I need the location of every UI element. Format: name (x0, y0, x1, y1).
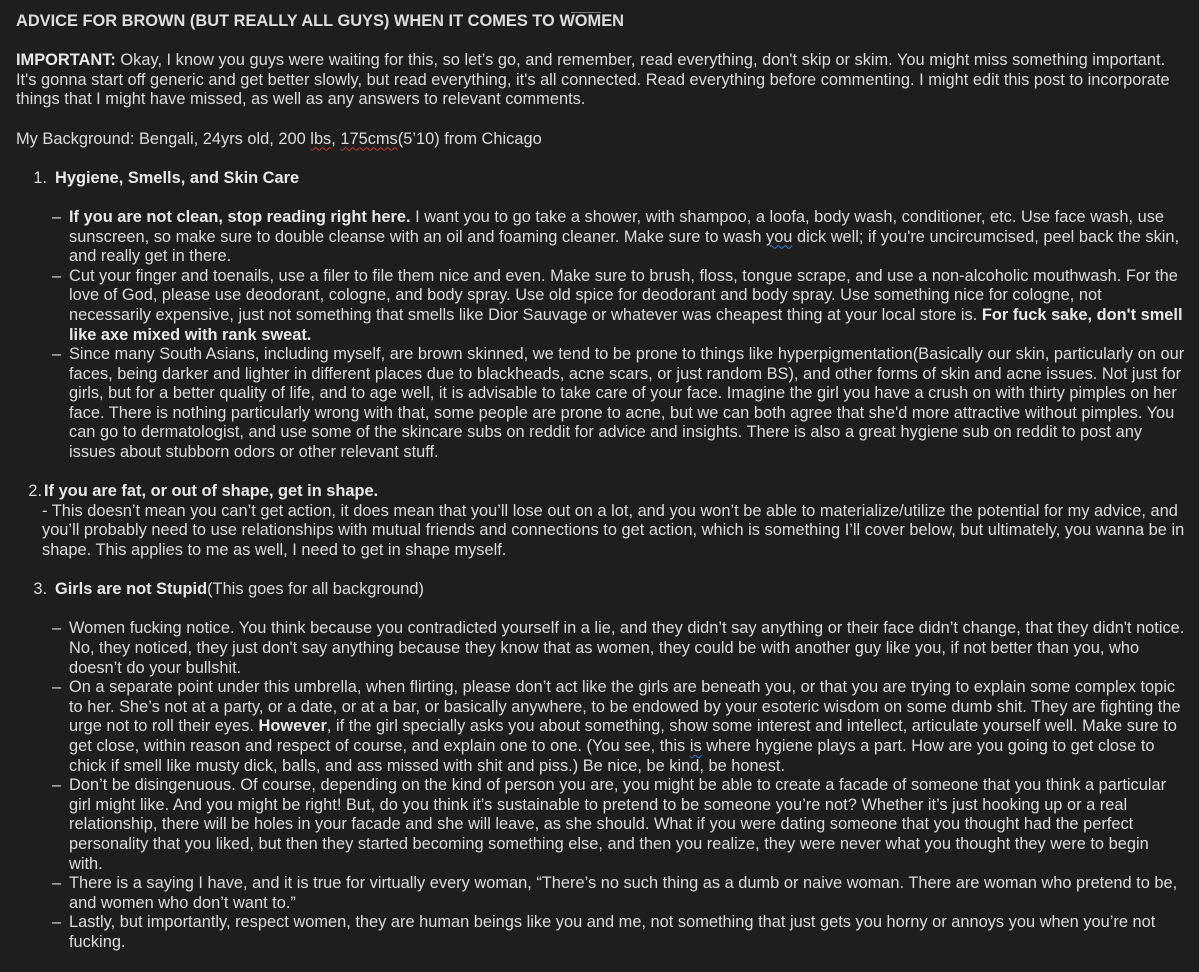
bullet-dash: – (52, 913, 62, 932)
section-number: 1. (33, 168, 47, 187)
grammar-flag-you[interactable]: you (766, 227, 793, 246)
bullet-dash: – (52, 678, 62, 697)
background-mid: , (331, 129, 341, 148)
bullet-text: dick well; if you're uncircumcised, peel back the skin, and really get in there. (69, 227, 1180, 266)
bullet-bold-text: However (258, 717, 327, 736)
bullet-dash: – (52, 207, 62, 226)
important-text: Okay, I know you guys were waiting for this, so let’s go, and remember, read everything, don't skip or skim. You might miss something important. It's gonna start off generic and get better slowly, but read everything, it's all connected. Read everything before commenting. I might edit this post to incorporate things that I might have missed, as well as any answers to relevant comments. (16, 51, 1170, 109)
list-item (16, 208, 1186, 267)
bullet-text: On a separate point under this umbrella, when flirting, please don’t act like the girls are beneath you, or that you are trying to explain some complex topic to her. She’s not at a party, or a date, or at a bar, or basically anywhere, to be endowed by your esoteric wisdom on some dumb shit. They are fighting the urge not to roll their eyes. (69, 678, 1181, 736)
bullet-text: Since many South Asians, including myself, are brown skinned, we tend to be prone to things like hyperpigmentation(Basically our skin, particularly on our faces, being darker and lighter in different places due to blackheads, acne scars, or just random BS), and other forms of skin and acne issues. Not just for girls, but for a better quality of life, and to age well, it is advisable to take care of your face. Imagine the girl you have a crush on with thirty pimples on her face. There is nothing particularly wrong with that, some people are prone to acne, but we can both agree that she'd more attractive without pimples. You can go to dermatologist, and use some of the skincare subs on reddit for advice and insights. There is also a great hygiene sub on reddit to post any issues about stubborn odors or other relevant stuff. (69, 345, 1185, 462)
section-2-heading (16, 482, 1186, 502)
section-1-bullets (16, 208, 1186, 463)
list-item (16, 913, 1186, 952)
bullet-bold-text: For fuck sake, don't smell like axe mixed with rank sweat. (69, 305, 1183, 344)
bullet-dash: – (52, 619, 62, 638)
background-prefix: My Background: Bengali, 24yrs old, 200 (16, 129, 311, 148)
section-2 (16, 482, 1186, 560)
background-suffix: (5’10) from Chicago (397, 129, 542, 148)
list-item (16, 345, 1186, 463)
section-1-heading (16, 169, 1186, 189)
list-item (16, 874, 1186, 913)
section-title-suffix: (This goes for all background) (207, 580, 424, 599)
bullet-dash: – (52, 266, 62, 285)
section-number: 3. (33, 580, 47, 599)
list-item (16, 267, 1186, 345)
bullet-text: Don’t be disingenuous. Of course, depending on the kind of person you are, you might be able to create a facade of someone that you think a particular girl might like. And you might be right! But, do you think it’s sustainable to pretend to be someone you’re not? Whether it’s just hooking up or a real relationship, there will be holes in your facade and she will leave, as she should. What if you were dating someone that you thought had the perfect personality that you liked, but then they started becoming something else, and then you realize, they were never what you thought they were to begin with. (69, 776, 1167, 873)
list-item (16, 678, 1186, 776)
background-line (16, 130, 1186, 150)
bullet-dash: – (52, 776, 62, 795)
section-3-heading (16, 580, 1186, 600)
section-title: Hygiene, Smells, and Skin Care (55, 168, 300, 187)
bullet-text: Cut your finger and toenails, use a filer to file them nice and even. Make sure to brush, floss, tongue scrape, and use a non-alcoholic mouthwash. For the love of God, please use deodorant, cologne, and body spray. Use old spice for deodorant and body spray. Use something nice for cologne, not necessarily expensive, just not something that smells like Dior Sauvage or whatever was cheapest thing at your local store is. (69, 266, 1178, 324)
spellcheck-lbs[interactable]: lbs (310, 129, 332, 148)
grammar-flag-is[interactable]: is (689, 736, 702, 755)
bullet-dash: – (52, 345, 62, 364)
document-body (16, 12, 1186, 972)
bullet-bold-text: If you are not clean, stop reading right here. (69, 207, 411, 226)
bullet-text: There is a saying I have, and it is true for virtually every woman, “There’s no such thing as a dumb or naive woman. There are woman who pretend to be, and women who don’t want to.” (69, 874, 1178, 912)
bullet-text: Women fucking notice. You think because you contradicted yourself in a lie, and they didn’t say anything or their face didn’t change, that they didn't notice. No, they noticed, they just don't say anything because they know that as women, they could be with another guy like you, if not better than you, who doesn’t do your bullshit. (69, 619, 1185, 677)
bullet-text: where hygiene plays a part. How are you going to get close to chick if smell like musty dick, balls, and ass missed with shit and piss.) Be nice, be kind, be honest. (69, 736, 1155, 775)
spellcheck-cms[interactable]: 175cms (340, 129, 398, 148)
cropped-text-fragment (571, 6, 601, 13)
section-2-body: - This doesn’t mean you can’t get action, it does mean that you’ll lose out on a lot, and you won’t be able to materialize/utilize the potential for my advice, and you’ll probably need to use relationships with mutual friends and connections to get action, which is something I’ll cover below, but ultimately, you wanna be in shape. This applies to me as well, I need to get in shape myself. (42, 501, 1185, 560)
bullet-text: , if the girl specially asks you about something, show some interest and intellect, articulate yourself well. Make sure to get close, within reason and respect of course, and explain one to one. (You see, this (69, 717, 1177, 755)
section-title-wrap (47, 580, 424, 600)
important-paragraph (16, 51, 1186, 110)
list-item (16, 776, 1186, 874)
section-3-bullets (16, 619, 1186, 952)
bullet-text: Lastly, but importantly, respect women, they are human beings like you and me, not something that just gets you horny or annoys you when you’re not fucking. (69, 913, 1156, 951)
important-label: IMPORTANT: (16, 51, 116, 70)
bullet-text: I want you to go take a shower, with shampoo, a loofa, body wash, conditioner, etc. Use face wash, use sunscreen, so make sure to double cleanse with an oil and foaming cleaner. Make sure to wash (69, 207, 1165, 246)
bullet-dash: – (52, 874, 62, 893)
list-item (16, 619, 1186, 678)
section-number: 2. (28, 482, 42, 501)
section-title: If you are fat, or out of shape, get in shape. (44, 482, 379, 501)
post-title: ADVICE FOR BROWN (BUT REALLY ALL GUYS) WHEN IT COMES TO WOMEN (16, 12, 624, 30)
section-title: Girls are not Stupid (55, 580, 208, 599)
